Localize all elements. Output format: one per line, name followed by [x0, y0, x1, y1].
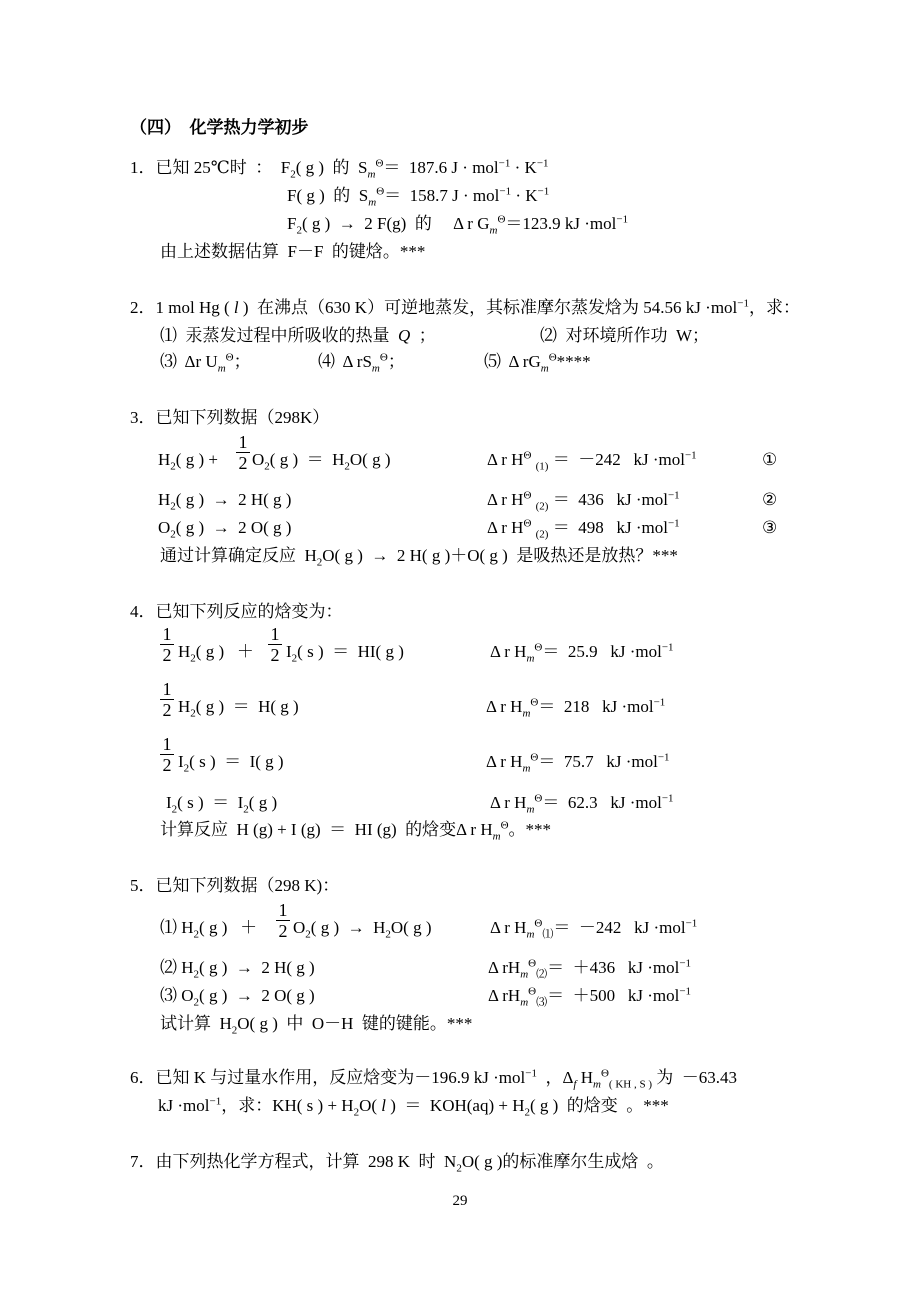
q5-eq1-enthalpy: Δ r $H_m^\Theta_⑴= -242$ kJ ·mol$^{-1}$: [490, 917, 698, 941]
page-number: 29: [452, 1193, 468, 1209]
q5-heading: 5．已知下列数据（298 K)：: [130, 876, 340, 895]
q1-question: 由上述数据估算 F－F 的键焓。***: [160, 242, 426, 261]
q4-question: 计算反应 H (g) + I (g) ＝ HI (g) 的焓变Δ r $H_m^\Theta$。***: [160, 819, 552, 843]
q3-eq1-right: $O_2$( g ) ＝ $H_2O$( g ): [252, 450, 391, 473]
q3-heading: 3．已知下列数据（298K）: [130, 408, 330, 427]
q3-eq2-number: ②: [762, 490, 778, 509]
q4-eq1-b: $I_2$( s ) ＝ HI( g ): [286, 642, 404, 665]
q1-line1: 1．已知 25℃时 ： $F_2$( g ) 的 $S_m^\Theta= 187.6$ $J \cdot mol^{-1} \cdot K^{-1}$: [130, 157, 549, 181]
q4-heading: 4．已知下列反应的焓变为：: [130, 602, 343, 621]
q1-line2: F( g ) 的 $S_m^\Theta= 158.7$ $J \cdot mol^{-1} \cdot K^{-1}$: [287, 185, 550, 209]
fraction-one-half: 1 2: [276, 900, 290, 941]
q2-line2a: ⑴ 汞蒸发过程中所吸收的热量 Q ；: [160, 326, 436, 345]
q3-eq1-number: ①: [762, 450, 778, 469]
q5-eq3-enthalpy: Δ $rH_m^\Theta_⑶= +500$ kJ ·mol$^{-1}$: [488, 985, 692, 1009]
q2-line3c: ⑸ Δ $rG_m^\Theta****$: [484, 351, 591, 375]
q4-eq4-enthalpy: Δ r $H_m^\Theta= 62.3$ kJ ·mol$^{-1}$: [490, 792, 674, 816]
q5-eq3: ⑶ $O_2$( g ) → 2 O( g ): [160, 986, 315, 1009]
section-title: （四） 化学热力学初步: [130, 118, 309, 137]
q4-eq3: $I_2$( s ) ＝ I( g ): [178, 752, 284, 775]
q3-eq1-left: $H_2$( g ) +: [158, 450, 218, 473]
q2-line2b: ⑵ 对环境所作功 W；: [540, 326, 710, 345]
q5-eq2-enthalpy: Δ $rH_m^\Theta_⑵= +436$ kJ ·mol$^{-1}$: [488, 957, 692, 981]
q3-eq3: $O_2$( g ) → 2 O( g ): [158, 518, 292, 541]
q5-eq2: ⑵ $H_2$( g ) → 2 H( g ): [160, 958, 315, 981]
q3-eq3-enthalpy: Δ r $H^\Theta$ $_{(2)}$ ＝ 498 kJ ·mol$^{-1}$: [487, 517, 680, 541]
q3-eq2-enthalpy: Δ r $H^\Theta$ $_{(2)}$ ＝ 436 kJ ·mol$^{-1}$: [487, 489, 680, 513]
q3-question: 通过计算确定反应 $H_2O$( g ) → 2 H( g )＋O( g ) 是吸热还是放热？***: [160, 546, 678, 569]
q3-eq2: $H_2$( g ) → 2 H( g ): [158, 490, 292, 513]
q4-eq1-enthalpy: Δ r $H_m^\Theta= 25.9$ kJ ·mol$^{-1}$: [490, 641, 674, 665]
q2-line3a: ⑶ Δr $U_m^\Theta$；: [160, 351, 251, 375]
q6-line2: kJ ·mol$^{-1}$，求：KH( s ) + $H_2O$( l ) ＝ $KOH(aq) + H_2$( g ) 的焓变 。***: [158, 1095, 669, 1119]
q7-line1: 7．由下列热化学方程式，计算 298 K 时 $N_2O$( g )的标准摩尔生成焓 。: [130, 1152, 664, 1175]
fraction-one-half: 1 2: [236, 432, 250, 473]
q3-eq1-enthalpy: Δ r $H^\Theta$ $_{(1)}$ ＝ －242 kJ ·mol$^{-1}$: [487, 449, 697, 473]
q5-eq1-b: $O_2$( g ) → $H_2O$( g ): [293, 918, 432, 941]
q4-eq4: $I_2$( s ) ＝ $I_2$( g ): [166, 793, 278, 816]
q1-line3: $F_2$( g ) → 2 F(g) 的 Δ r $G_m^\Theta=123.9$ kJ ·mol$^{-1}$: [287, 213, 629, 237]
q6-line1: 6．已知 K 与过量水作用，反应焓变为－196.9 kJ ·mol$^{-1}$ ，$\Delta_f$ $H_m^\Theta_{( KH , S )}$ 为 －63.43: [130, 1067, 737, 1091]
q4-eq2-enthalpy: Δ r $H_m^\Theta= 218$ kJ ·mol$^{-1}$: [486, 696, 666, 720]
q4-eq3-enthalpy: Δ r $H_m^\Theta= 75.7$ kJ ·mol$^{-1}$: [486, 751, 670, 775]
q4-eq2: $H_2$( g ) ＝ H( g ): [178, 697, 299, 720]
q2-line1: 2．1 mol Hg ( l ) 在沸点（630 K）可逆地蒸发，其标准摩尔蒸发焓为 54.56 kJ ·mol$^{-1}$，求：: [130, 297, 801, 317]
q4-eq1-a: $H_2$( g ) ＋: [178, 642, 254, 665]
q3-eq3-number: ③: [762, 518, 778, 537]
q5-question: 试计算 $H_2O$( g ) 中 O－H 键的键能。***: [160, 1014, 473, 1037]
fraction-one-half: 1 2: [160, 624, 174, 665]
q2-line3b: ⑷ Δ $rS_m^\Theta$；: [318, 351, 405, 375]
fraction-one-half: 1 2: [160, 679, 174, 720]
q5-eq1-a: ⑴ $H_2$( g ) ＋: [160, 918, 258, 941]
fraction-one-half: 1 2: [160, 734, 174, 775]
fraction-one-half: 1 2: [268, 624, 282, 665]
